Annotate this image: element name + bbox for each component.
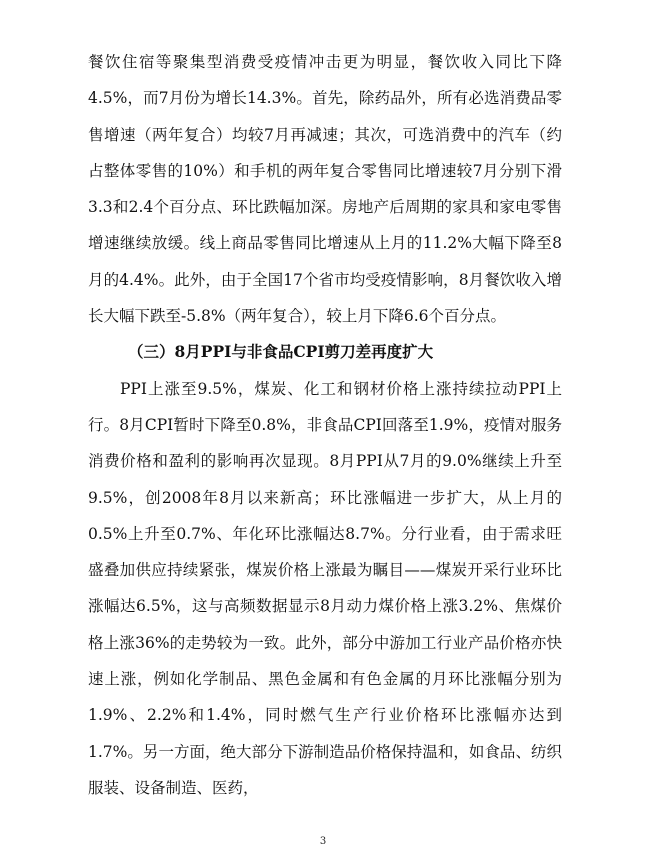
section-heading-ppi-cpi: （三）8月PPI与非食品CPI剪刀差再度扩大: [128, 342, 434, 362]
paragraph-ppi: PPI上涨至9.5%，煤炭、化工和钢材价格上涨持续拉动PPI上行。8月CPI暂时下降至0.8%，非食品CPI回落至1.9%，疫情对服务消费价格和盈利的影响再次显现。8月PPI从7月的9.0%继续上升至9.5%，创2008年8月以来新高；环比涨幅进一步扩大，从上月的0.5%上升至0.7%、年化环比涨幅达8.7%。分行业看，由于需求旺盛叠加供应持续紧张，煤炭价格上涨最为瞩目——煤炭开采行业环比涨幅达6.5%，这与高频数据显示8月动力煤价格上涨3.2%、焦煤价格上涨36%的走势较为一致。此外，部分中游加工行业产品价格亦快速上涨，例如化学制品、黑色金属和有色金属的月环比涨幅分别为1.9%、2.2%和1.4%，同时燃气生产行业价格环比涨幅亦达到1.7%。另一方面，绝大部分下游制造品价格保持温和，如食品、纺织服装、设备制造、医药，: [88, 379, 562, 797]
page-number: 3: [319, 836, 327, 847]
paragraph-consumption: 餐饮住宿等聚集型消费受疫情冲击更为明显，餐饮收入同比下降4.5%，而7月份为增长14.3%。首先，除药品外，所有必选消费品零售增速（两年复合）均较7月再减速；其次，可选消费中的汽车（约占整体零售的10%）和手机的两年复合零售同比增速较7月分别下滑3.3和2.4个百分点、环比跌幅加深。房地产后周期的家具和家电零售增速继续放缓。线上商品零售同比增速从上月的11.2%大幅下降至8月的4.4%。此外，由于全国17个省市均受疫情影响，8月餐饮收入增长大幅下跌至-5.8%（两年复合），较上月下降6.6个百分点。: [88, 53, 562, 326]
page-body: [88, 44, 562, 806]
